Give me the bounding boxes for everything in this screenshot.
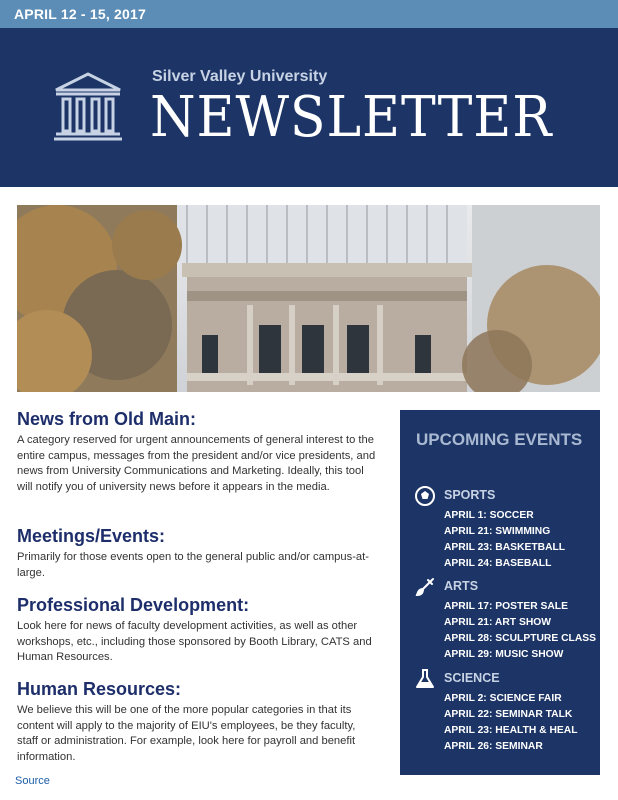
section-meetings-events [17,525,377,581]
date-range: APRIL 12 - 15, 2017 [14,6,146,22]
event-item: APRIL 1: SOCCER [444,510,534,521]
event-item: APRIL 21: SWIMMING [444,526,551,537]
date-bar [0,0,618,28]
section-title: Human Resources: [17,679,182,699]
university-name: Silver Valley University [152,68,328,85]
section-human-resources [17,678,377,765]
event-item: APRIL 24: BASEBALL [444,558,552,569]
newsletter-title: NEWSLETTER [150,85,553,150]
category-title: ARTS [444,579,479,593]
section-body: We believe this will be one of the more popular categories in that its content will apply to the majority of EIU's employees, be they faculty, staff or administration. For example, look here for payroll and benefit information. [17,704,356,763]
section-professional-development [17,594,377,666]
section-body: Look here for news of faculty development activities, as well as other workshops, etc., including those sponsored by Booth Library, CATS and Human Resources. [17,620,372,663]
category-title: SPORTS [444,488,496,502]
event-item: APRIL 22: SEMINAR TALK [444,709,573,720]
section-title: Meetings/Events: [17,526,166,546]
event-item: APRIL 23: HEALTH & HEAL [444,725,578,736]
paintbrush-icon [414,576,436,598]
event-item: APRIL 21: ART SHOW [444,617,551,628]
event-item: APRIL 2: SCIENCE FAIR [444,693,562,704]
upcoming-events-panel [400,410,600,775]
event-item: APRIL 26: SEMINAR [444,741,543,752]
event-category-science [414,669,594,755]
event-item: APRIL 28: SCULPTURE CLASS [444,633,596,644]
event-category-sports [414,486,594,572]
flask-icon [414,668,436,690]
masthead [0,28,618,187]
event-item: APRIL 23: BASKETBALL [444,542,566,553]
event-category-arts [414,577,594,663]
building-columns-icon [50,68,126,144]
section-title: Professional Development: [17,595,250,615]
section-title: News from Old Main: [17,409,197,429]
section-news-from-old-main [17,408,377,495]
section-body: A category reserved for urgent announcements of general interest to the entire campus, messages from the president and/or vice presidents, and news from University Communications and Marketing. Ideally, this tool will notify you of university news before it appears in the media. [17,434,376,493]
section-body: Primarily for those events open to the general public and/or campus-at-large. [17,551,369,579]
soccer-ball-icon [414,485,436,507]
category-title: SCIENCE [444,671,500,685]
events-heading: UPCOMING EVENTS [416,430,583,449]
event-item: APRIL 17: POSTER SALE [444,601,568,612]
source-link[interactable]: Source [15,775,50,787]
event-item: APRIL 29: MUSIC SHOW [444,649,564,660]
campus-building-photo [17,205,600,392]
